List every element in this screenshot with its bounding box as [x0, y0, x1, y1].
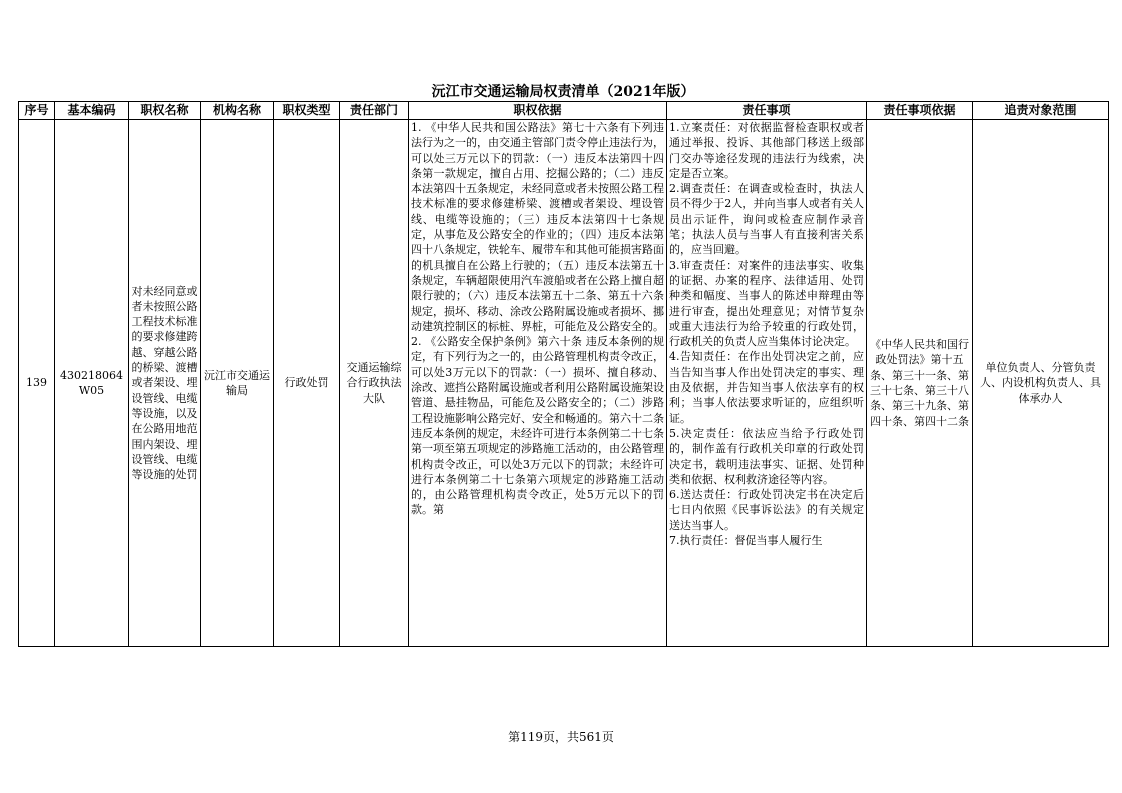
cell-code: 430218064W05: [55, 120, 129, 647]
header-accountability: 追责对象范围: [973, 102, 1109, 120]
cell-duty-basis: 《中华人民共和国行政处罚法》第十五条、第三十一条、第三十七条、第三十八条、第三十九条、第四十条、第四十二条: [867, 120, 973, 647]
header-row: [19, 102, 1109, 120]
header-duty-items: 责任事项: [667, 102, 867, 120]
basis-text: 1. 《中华人民共和国公路法》第七十六条有下列违法行为之一的，由交通主管部门责令停止违法行为，可以处三万元以下的罚款：（一）违反本法第四十四条第一款规定，擅自占用、挖掘公路的；（二）违反本法第四十五条规定，未经同意或者未按照公路工程技术标准的要求修建桥梁、渡槽或者架设、埋设管线、电缆等设施的；（三）违反本法第四十七条规定，从事危及公路安全的作业的；（四）违反本法第四十八条规定，铁轮车、履带车和其他可能损害路面的机具擅自在公路上行驶的；（五）违反本法第五十条规定，车辆超限使用汽车渡船或者在公路上擅自超限行驶的；（六）违反本法第五十二条、第五十六条规定，损坏、移动、涂改公路附属设施或者损坏、挪动建筑控制区的标桩、界桩，可能危及公路安全的。 2. 《公路安全保护条例》第六十条 违反本条例的规定，有下列行为之一的，由公路管理机构责令改正，可以处3万元以下的罚款：（一）损坏、擅自移动、涂改、遮挡公路附属设施或者利用公路附属设施架设管道、悬挂物品，可能危及公路安全的；（二）涉路工程设施影响公路完好、安全和畅通的。第六十二条 违反本条例的规定，未经许可进行本条例第二十七条第一项至第五项规定的涉路施工活动的，由公路管理机构责令改正，可以处3万元以下的罚款；未经许可进行本条例第二十七条第六项规定的涉路施工活动的，由公路管理机构责令改正，处5万元以下的罚款。第: [411, 121, 664, 517]
cell-accountability: 单位负责人、分管负责人、内设机构负责人、具体承办人: [973, 120, 1109, 647]
cell-duty-items: [667, 120, 867, 647]
duty-items-text: 1.立案责任：对依据监督检查职权或者通过举报、投诉、其他部门移送上级部门交办等途径发现的违法行为线索，决定是否立案。 2.调查责任：在调查或检查时，执法人员不得少于2人，并向当事人或者有关人员出示证件，询问或检查应制作录音笔；执法人员与当事人有直接利害关系的，应当回避。 3.审查责任：对案件的违法事实、收集的证据、办案的程序、法律适用、处罚种类和幅度、当事人的陈述申辩理由等进行审查，提出处理意见；对情节复杂或重大违法行为给予较重的行政处罚，行政机关的负责人应当集体讨论决定。 4.告知责任：在作出处罚决定之前，应当告知当事人作出处罚决定的事实、理由及依据，并告知当事人依法享有的权利；当事人依法要求听证的，应组织听证。 5.决定责任：依法应当给予行政处罚的，制作盖有行政机关印章的行政处罚决定书，载明违法事实、证据、处罚种类和依据、权利救济途径等内容。 6.送达责任：行政处罚决定书在决定后七日内依照《民事诉讼法》的有关规定送达当事人。 7.执行责任：督促当事人履行生: [669, 121, 864, 548]
header-seq: 序号: [19, 102, 55, 120]
document-title: 沅江市交通运输局权责清单（2021年版）: [431, 84, 695, 100]
header-duty-basis: 责任事项依据: [867, 102, 973, 120]
table-header: [19, 102, 1109, 120]
cell-power-type: 行政处罚: [274, 120, 340, 647]
duty-list-table: [18, 101, 1109, 647]
cell-seq: 139: [19, 120, 55, 647]
page-number: 第119页，共561页: [508, 730, 614, 744]
header-power-name: 职权名称: [129, 102, 201, 120]
header-code: 基本编码: [55, 102, 129, 120]
cell-org-name: 沅江市交通运输局: [201, 120, 274, 647]
cell-basis: [409, 120, 667, 647]
cell-dept: 交通运输综合行政执法大队: [340, 120, 409, 647]
header-basis: 职权依据: [409, 102, 667, 120]
header-dept: 责任部门: [340, 102, 409, 120]
cell-power-name: 对未经同意或者未按照公路工程技术标准的要求修建跨越、穿越公路的桥梁、渡槽或者架设、埋设管线、电缆等设施，以及在公路用地范围内架设、埋设管线、电缆等设施的处罚: [129, 120, 201, 647]
table-row: [19, 120, 1109, 647]
header-power-type: 职权类型: [274, 102, 340, 120]
header-org-name: 机构名称: [201, 102, 274, 120]
